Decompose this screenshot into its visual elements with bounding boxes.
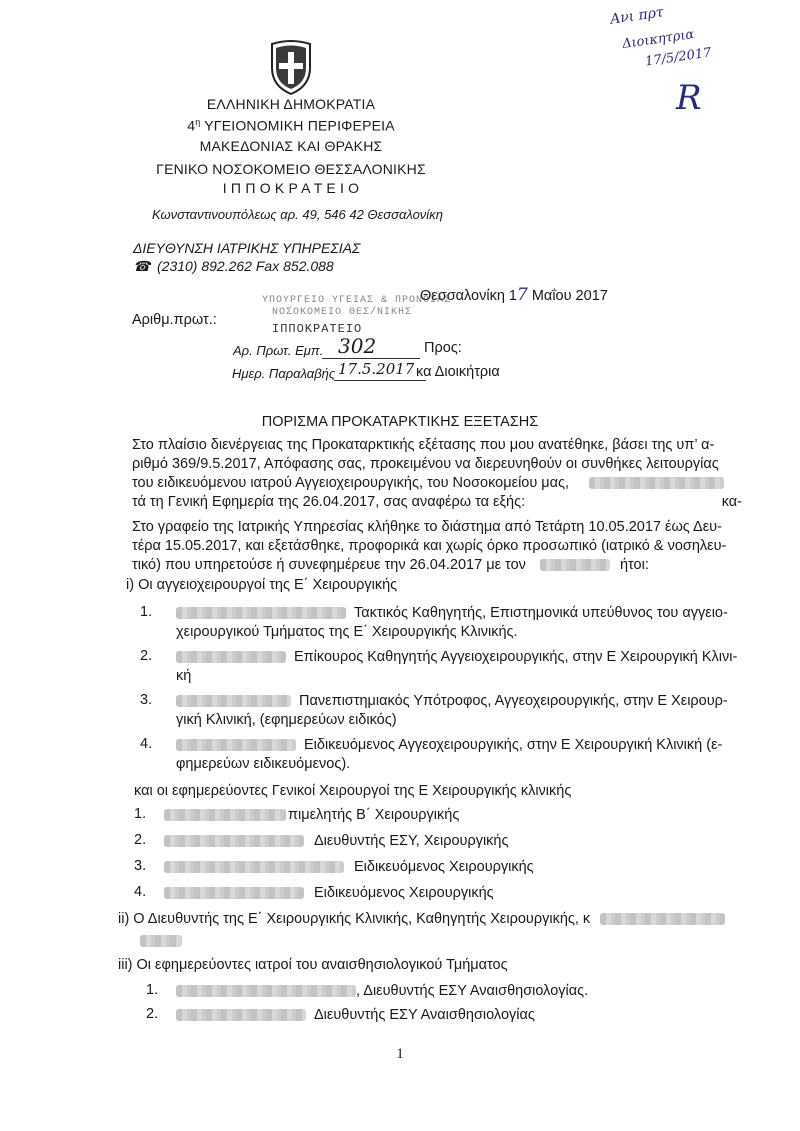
para2-line1: Στο γραφείο της Ιατρικής Υπηρεσίας κλήθηκε το διάστημα από Τετάρτη 10.05.2017 έως Δευ- bbox=[132, 519, 722, 535]
list-number: 2. bbox=[134, 832, 147, 848]
protocol-label: Αριθμ.πρωτ.: bbox=[132, 312, 217, 328]
stamp-date-value: 17.5.2017 bbox=[338, 360, 415, 378]
list-item bbox=[164, 806, 459, 825]
redacted-name bbox=[176, 651, 286, 663]
list-item-text-cont: χειρουργικού Τμήματος της Ε΄ Χειρουργικής Κλινικής. bbox=[176, 624, 518, 640]
list-item bbox=[176, 982, 588, 1001]
list-number: 3. bbox=[134, 858, 147, 874]
stamp-line2: ΝΟΣΟΚΟΜΕΙΟ ΘΕΣ/ΝΙΚΗΣ bbox=[272, 307, 413, 318]
section-ii bbox=[118, 910, 742, 929]
list-item bbox=[176, 648, 742, 686]
list-item bbox=[176, 692, 742, 730]
list-item-text-cont: κή bbox=[176, 668, 192, 684]
list-item-text-cont: φημερεύων ειδικευόμενος). bbox=[176, 756, 351, 772]
list-number: 3. bbox=[140, 692, 153, 708]
header-region-text: ΥΓΕΙΟΝΟΜΙΚΗ ΠΕΡΙΦΕΡΕΙΑ bbox=[200, 117, 395, 134]
phone-icon: ☎ bbox=[133, 258, 151, 274]
list-item bbox=[176, 604, 742, 642]
document-title: ΠΟΡΙΣΜΑ ΠΡΟΚΑΤΑΡΚΤΙΚΗΣ ΕΞΕΤΑΣΗΣ bbox=[261, 414, 539, 430]
redacted-name bbox=[176, 607, 346, 619]
list-item-text: , Διευθυντής ΕΣΥ Αναισθησιολογίας. bbox=[356, 983, 589, 999]
list-number: 2. bbox=[146, 1006, 159, 1022]
stamp-line1: ΥΠΟΥΡΓΕΙΟ ΥΓΕΙΑΣ & ΠΡΟΝΟΙΑΣ bbox=[262, 295, 452, 306]
redacted-name bbox=[589, 477, 724, 489]
list-number: 4. bbox=[140, 736, 153, 752]
list-item-text: Διευθυντής ΕΣΥ, Χειρουργικής bbox=[314, 833, 509, 849]
stamp-date-label: Ημερ. Παραλαβής bbox=[232, 366, 336, 381]
para1-line2: ριθμό 369/9.5.2017, Απόφασης σας, προκειμένου να διερευνηθούν οι συνθήκες λειτουργίας bbox=[132, 456, 719, 472]
list-item-text: Διευθυντής ΕΣΥ Αναισθησιολογίας bbox=[314, 1007, 535, 1023]
handwritten-signature: R bbox=[676, 78, 702, 118]
place-date-month: Μαΐου 2017 bbox=[527, 288, 608, 304]
stamp-line3: ΙΠΠΟΚΡΑΤΕΙΟ bbox=[272, 322, 363, 336]
list-item-text: πιμελητής Β΄ Χειρουργικής bbox=[288, 807, 460, 823]
list-number: 1. bbox=[140, 604, 153, 620]
list-item-text: Επίκουρος Καθηγητής Αγγειοχειρουργικής, στην Ε Χειρουργική Κλινι- bbox=[294, 649, 738, 665]
section-i-heading: i) Οι αγγειοχειρουργοί της Ε΄ Χειρουργικής bbox=[126, 577, 398, 593]
list-item-text: Τακτικός Καθηγητής, Επιστημονικά υπεύθυνος του αγγειο- bbox=[354, 605, 728, 621]
header-region-number: 4 bbox=[187, 117, 196, 134]
redacted-name bbox=[176, 739, 296, 751]
phone-number: (2310) 892.262 Fax 852.088 bbox=[157, 258, 334, 274]
redacted-name bbox=[176, 985, 356, 997]
stamp-protocol-value: 302 bbox=[338, 334, 377, 358]
place-date-handwritten: 7 bbox=[517, 285, 528, 305]
section-ii-redacted-cont bbox=[140, 932, 182, 950]
para1-line3-text: του ειδικευόμενου ιατρού Αγγειοχειρουργικής, του Νοσοκομείου μας, bbox=[132, 475, 570, 491]
stamp-date-underline bbox=[334, 380, 426, 381]
para1-line4: τά τη Γενική Εφημερία της 26.04.2017, σας αναφέρω τα εξής: bbox=[132, 494, 526, 510]
para2-line3-end: ήτοι: bbox=[619, 557, 649, 573]
recipient: κα Διοικήτρια bbox=[416, 364, 500, 380]
header-address: Κωνσταντινουπόλεως αρ. 49, 546 42 Θεσσαλονίκη bbox=[152, 207, 443, 222]
section-i-subheading: και οι εφημερεύοντες Γενικοί Χειρουργοί της Ε Χειρουργικής κλινικής bbox=[134, 783, 572, 799]
list-item-text: Ειδικευόμενος Χειρουργικής bbox=[354, 859, 534, 875]
list-item-text: Ειδικευόμενος Αγγεοχειρουργικής, στην Ε Χειρουργική Κλινική (ε- bbox=[304, 737, 723, 753]
list-number: 1. bbox=[146, 982, 159, 998]
redacted-name bbox=[600, 913, 725, 925]
stamp-protocol-underline bbox=[322, 358, 420, 359]
list-item bbox=[164, 858, 534, 877]
list-item-text: Ειδικευόμενος Χειρουργικής bbox=[314, 885, 494, 901]
para2-line3-text: τικό) που υπηρετούσε ή συνεφημέρευε την 26.04.2017 με τον bbox=[132, 557, 526, 573]
redacted-name bbox=[140, 935, 182, 947]
list-item bbox=[164, 832, 508, 851]
para1-line3-end: κα- bbox=[721, 494, 742, 510]
list-item bbox=[176, 736, 742, 774]
redacted-name bbox=[164, 835, 304, 847]
list-item-text: Πανεπιστημιακός Υπότροφος, Αγγεοχειρουργικής, στην Ε Χειρουρ- bbox=[299, 693, 728, 709]
section-ii-text: ii) Ο Διευθυντής της Ε΄ Χειρουργικής Κλινικής, Καθηγητής Χειρουργικής, κ bbox=[118, 911, 591, 927]
para1-line1: Στο πλαίσιο διενέργειας της Προκαταρκτικής εξέτασης που μου ανατέθηκε, βάσει της υπ’ α- bbox=[132, 437, 715, 453]
para2-line3 bbox=[132, 556, 742, 575]
list-item bbox=[176, 1006, 535, 1025]
list-item bbox=[164, 884, 494, 903]
list-number: 4. bbox=[134, 884, 147, 900]
handwritten-note-1: Ανι πρτ bbox=[609, 4, 665, 28]
phone-line bbox=[133, 258, 334, 275]
header-hospital: ΓΕΝΙΚΟ ΝΟΣΟΚΟΜΕΙΟ ΘΕΣΣΑΛΟΝΙΚΗΣ bbox=[156, 161, 426, 177]
page-number: 1 bbox=[396, 1046, 404, 1062]
para2-line2: τέρα 15.05.2017, και εξετάσθηκε, προφορικά και χωρίς όρκο προσωπικό (ιατρικό & νοσηλευ- bbox=[132, 538, 727, 554]
header-macedonia: ΜΑΚΕΔΟΝΙΑΣ ΚΑΙ ΘΡΑΚΗΣ bbox=[199, 138, 383, 154]
list-item-text-cont: γική Κλινική, (εφημερεύων ειδικός) bbox=[176, 712, 397, 728]
to-label: Προς: bbox=[424, 340, 462, 356]
redacted-name bbox=[176, 695, 291, 707]
header-region-sup: η bbox=[195, 117, 201, 127]
section-iii-heading: iii) Οι εφημερεύοντες ιατροί του αναισθησιολογικού Τμήματος bbox=[118, 957, 508, 973]
header-hippokrateio: Ι Π Π Ο Κ Ρ Α Τ Ε Ι Ο bbox=[222, 180, 360, 196]
greek-emblem-icon bbox=[266, 38, 316, 96]
stamp-protocol-label: Αρ. Πρωτ. Εμπ. bbox=[233, 343, 324, 358]
list-number: 1. bbox=[134, 806, 147, 822]
header-republic: ΕΛΛΗΝΙΚΗ ΔΗΜΟΚΡΑΤΙΑ bbox=[206, 96, 376, 112]
header-health-region bbox=[166, 117, 416, 134]
handwritten-note-3: 17/5/2017 bbox=[644, 45, 713, 70]
redacted-name bbox=[164, 809, 286, 821]
redacted-name bbox=[540, 559, 610, 571]
direction-title: ΔΙΕΥΘΥΝΣΗ ΙΑΤΡΙΚΗΣ ΥΠΗΡΕΣΙΑΣ bbox=[133, 240, 361, 256]
list-number: 2. bbox=[140, 648, 153, 664]
redacted-name bbox=[164, 861, 344, 873]
redacted-name bbox=[176, 1009, 306, 1021]
handwritten-note-2: Διοικητρια bbox=[621, 27, 696, 52]
redacted-name bbox=[164, 887, 304, 899]
place-date-text: Θεσσαλονίκη 1 bbox=[420, 288, 517, 304]
